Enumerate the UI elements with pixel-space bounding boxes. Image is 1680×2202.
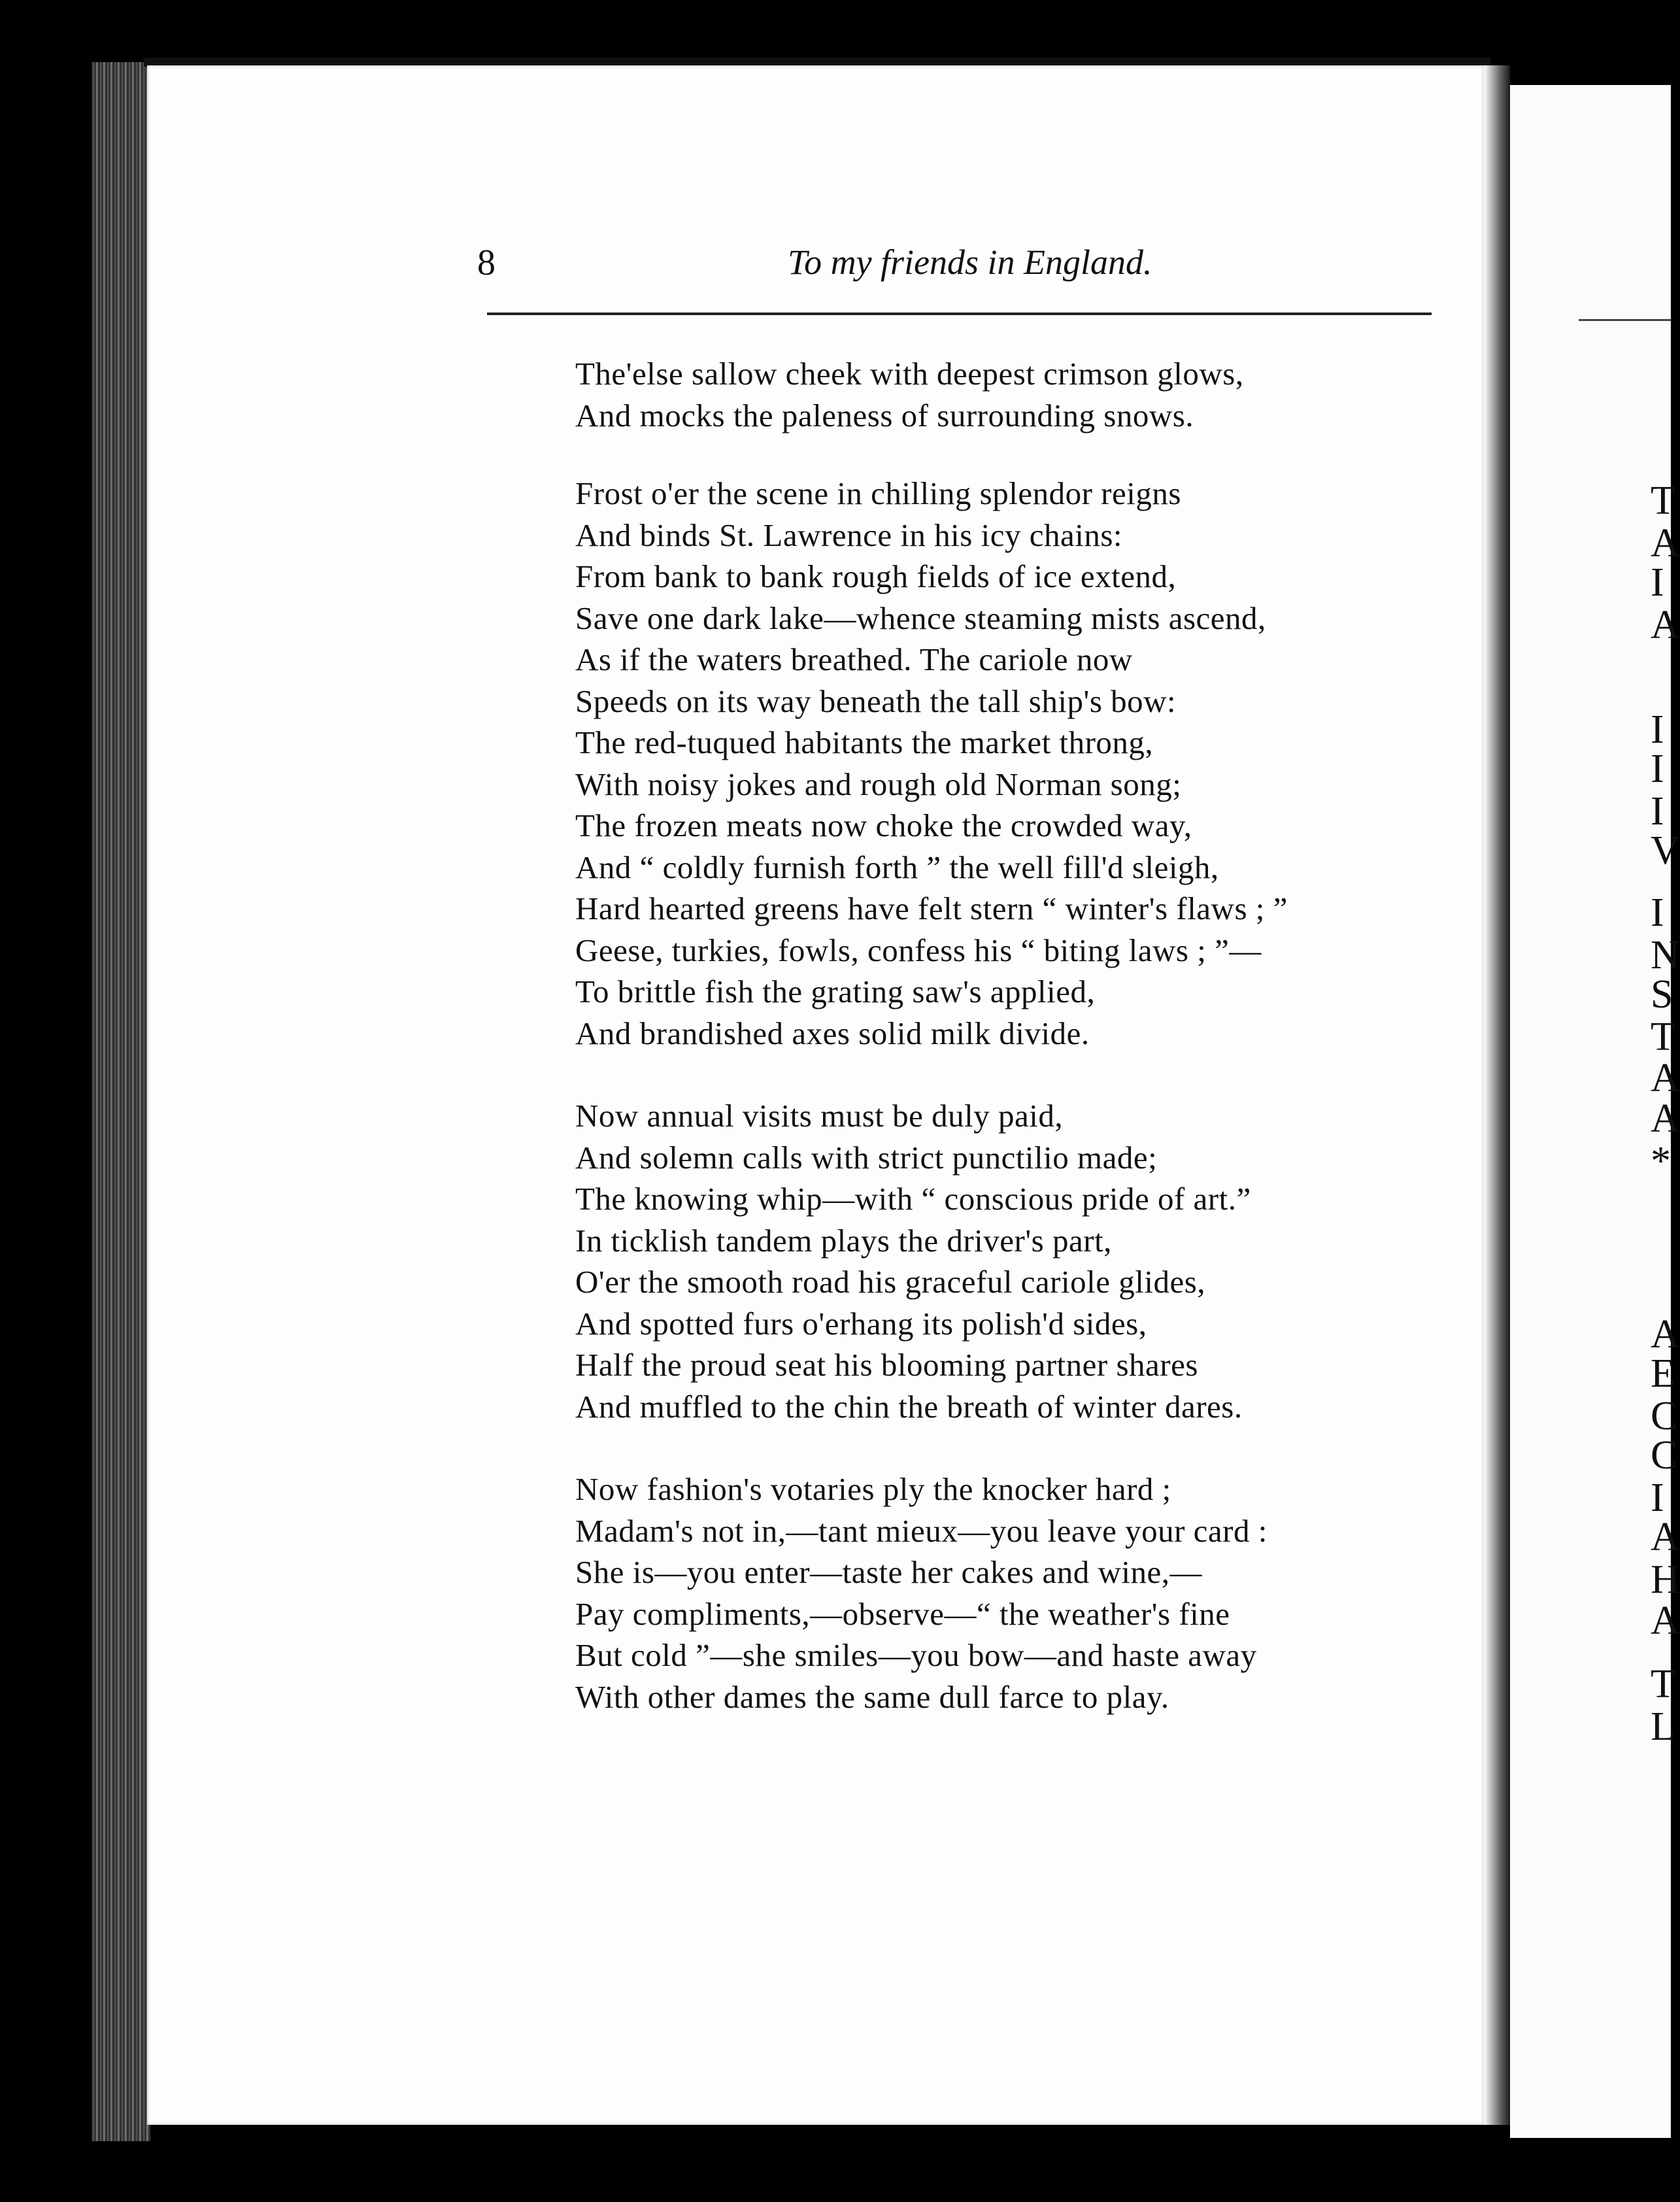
poem-line: Speeds on its way beneath the tall ship's bow: [575, 683, 1177, 719]
book-gutter [1484, 65, 1510, 2125]
poem-line: As if the waters breathed. The cariole now [575, 641, 1133, 677]
poem-line: Geese, turkies, fowls, confess his “ biting laws ; ”— [575, 932, 1262, 968]
facing-letter: L [1651, 1704, 1675, 1749]
header-rule [487, 313, 1432, 315]
poem-line: And spotted furs o'erhang its polish'd sides, [575, 1305, 1147, 1342]
poem-line: And muffled to the chin the breath of winter dares. [575, 1388, 1243, 1425]
poem-line: Save one dark lake—whence steaming mists ascend, [575, 600, 1266, 636]
poem-line: And “ coldly furnish forth ” the well fill'd sleigh, [575, 849, 1219, 885]
poem-line: With noisy jokes and rough old Norman song; [575, 766, 1182, 802]
facing-letter: I [1651, 789, 1664, 834]
poem-line: The frozen meats now choke the crowded way, [575, 807, 1192, 843]
facing-letter: E [1651, 1351, 1675, 1396]
stanza [575, 353, 1425, 436]
poem-line: The'else sallow cheek with deepest crimson glows, [575, 356, 1244, 392]
facing-page-letters [1651, 0, 1680, 2202]
facing-letter: I [1651, 560, 1664, 605]
facing-letter: A [1651, 1599, 1680, 1643]
facing-letter: A [1651, 603, 1680, 647]
poem-body [575, 353, 1425, 1759]
facing-letter: T [1651, 1662, 1675, 1706]
facing-letter: A [1651, 1312, 1680, 1357]
poem-line: And brandished axes solid milk divide. [575, 1015, 1090, 1051]
facing-letter: A [1651, 1515, 1680, 1559]
stanza [575, 1095, 1425, 1427]
book-page-edges [92, 62, 150, 2141]
facing-letter: T [1651, 1015, 1675, 1059]
facing-letter: I [1651, 1476, 1664, 1520]
facing-letter: I [1651, 747, 1664, 791]
poem-line: And solemn calls with strict punctilio made; [575, 1139, 1158, 1176]
poem-line: But cold ”—she smiles—you bow—and haste away [575, 1637, 1257, 1673]
facing-letter: H [1651, 1557, 1680, 1602]
facing-letter: A [1651, 1096, 1680, 1141]
poem-line: Half the proud seat his blooming partner shares [575, 1347, 1198, 1383]
poem-line: And binds St. Lawrence in his icy chains: [575, 517, 1123, 553]
poem-line: Madam's not in,—tant mieux—you leave your card : [575, 1512, 1268, 1549]
facing-letter: N [1651, 933, 1680, 977]
poem-line: With other dames the same dull farce to play. [575, 1678, 1169, 1715]
facing-letter: A [1651, 521, 1680, 566]
facing-letter: I [1651, 707, 1664, 752]
poem-line: She is—you enter—taste her cakes and wine,— [575, 1554, 1203, 1590]
poem-line: Hard hearted greens have felt stern “ winter's flaws ; ” [575, 890, 1288, 926]
poem-line: Now fashion's votaries ply the knocker hard ; [575, 1471, 1171, 1507]
poem-line: The red-tuqued habitants the market throng, [575, 724, 1154, 760]
facing-letter: C [1651, 1433, 1678, 1478]
poem-line: From bank to bank rough fields of ice extend, [575, 558, 1177, 594]
running-title: To my friends in England. [788, 243, 1152, 282]
facing-letter: C [1651, 1394, 1678, 1438]
poem-line: In ticklish tandem plays the driver's part, [575, 1222, 1112, 1259]
poem-line: O'er the smooth road his graceful cariole glides, [575, 1264, 1206, 1300]
facing-letter: A [1651, 1056, 1680, 1100]
stanza [575, 1468, 1425, 1718]
facing-letter: V [1651, 828, 1680, 873]
facing-letter: I [1651, 890, 1664, 935]
facing-page [1510, 85, 1671, 2138]
poem-line: Now annual visits must be duly paid, [575, 1098, 1064, 1134]
poem-line: Pay compliments,—observe—“ the weather's fine [575, 1595, 1230, 1632]
page-header [458, 235, 1438, 288]
poem-line: And mocks the paleness of surrounding snows. [575, 397, 1194, 433]
stanza [575, 473, 1425, 1054]
page-number: 8 [477, 243, 496, 283]
poem-line: Frost o'er the scene in chilling splendor reigns [575, 475, 1181, 511]
facing-letter: * [1651, 1139, 1671, 1183]
facing-letter: S [1651, 972, 1673, 1017]
poem-line: To brittle fish the grating saw's applied, [575, 974, 1096, 1009]
facing-letter: T [1651, 479, 1675, 523]
poem-line: The knowing whip—with “ conscious pride of art.” [575, 1181, 1251, 1217]
